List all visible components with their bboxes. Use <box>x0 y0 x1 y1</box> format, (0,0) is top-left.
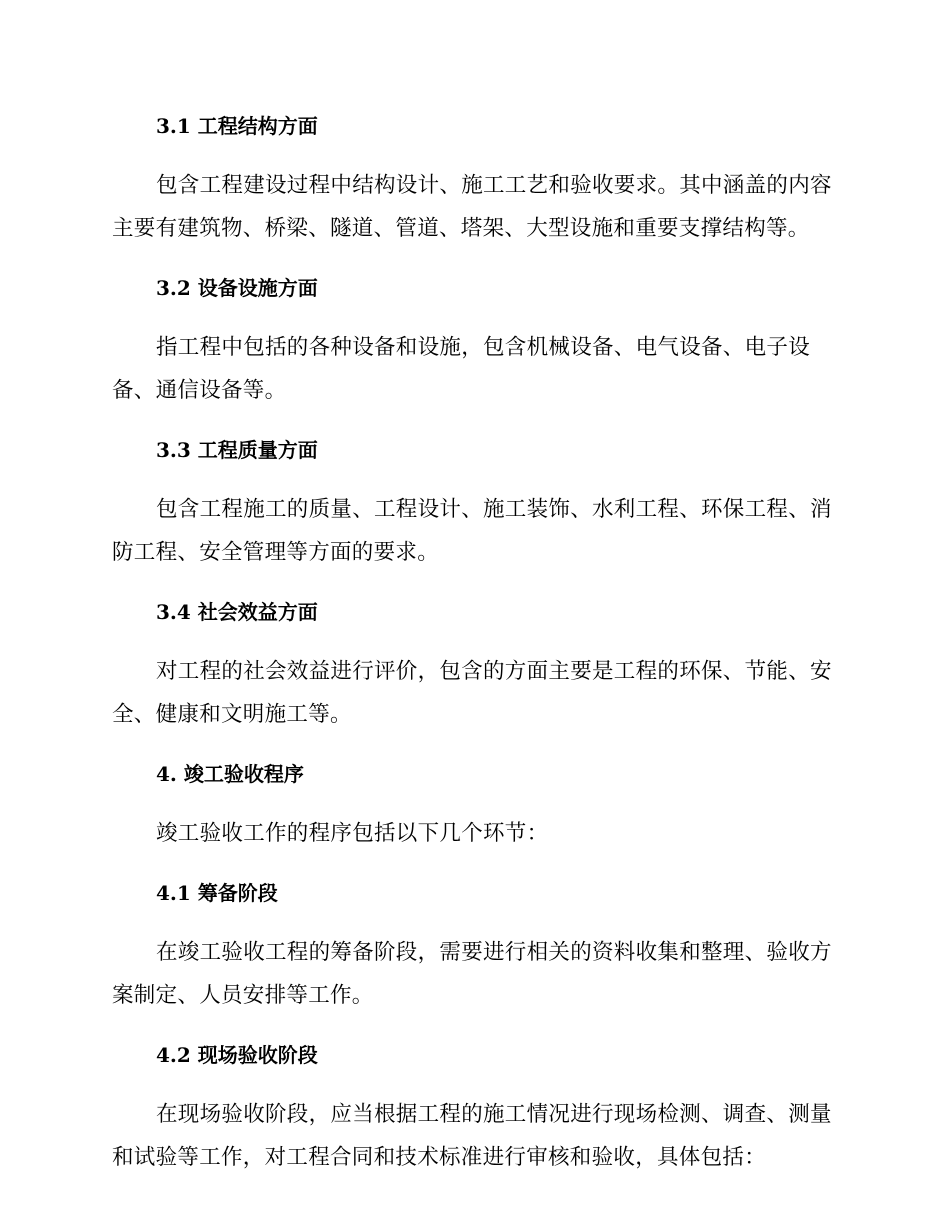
section-heading-3-1: 3.1 工程结构方面 <box>156 114 318 138</box>
section-paragraph-3-2: 指工程中包括的各种设备和设施，包含机械设备、电气设备、电子设备、通信设备等。 <box>112 335 811 403</box>
section-heading-4-1: 4.1 筹备阶段 <box>156 881 278 905</box>
section-heading-4-2: 4.2 现场验收阶段 <box>156 1043 318 1067</box>
section-heading-3-2: 3.2 设备设施方面 <box>156 276 318 300</box>
section-paragraph-4: 竣工验收工作的程序包括以下几个环节： <box>156 821 549 846</box>
section-paragraph-4-1: 在竣工验收工程的筹备阶段，需要进行相关的资料收集和整理、验收方案制定、人员安排等工作。 <box>112 940 832 1008</box>
section-heading-3-3: 3.3 工程质量方面 <box>156 438 318 462</box>
section-paragraph-3-3: 包含工程施工的质量、工程设计、施工装饰、水利工程、环保工程、消防工程、安全管理等方面的要求。 <box>112 497 832 565</box>
document-body <box>112 112 832 1179</box>
section-paragraph-3-1: 包含工程建设过程中结构设计、施工工艺和验收要求。其中涵盖的内容主要有建筑物、桥梁、隧道、管道、塔架、大型设施和重要支撑结构等。 <box>112 173 832 241</box>
section-heading-3-4: 3.4 社会效益方面 <box>156 600 318 624</box>
section-paragraph-3-4: 对工程的社会效益进行评价，包含的方面主要是工程的环保、节能、安全、健康和文明施工等。 <box>112 659 832 727</box>
section-heading-4: 4. 竣工验收程序 <box>156 762 304 786</box>
section-paragraph-4-2: 在现场验收阶段，应当根据工程的施工情况进行现场检测、调查、测量和试验等工作，对工程合同和技术标准进行审核和验收，具体包括： <box>112 1102 832 1170</box>
